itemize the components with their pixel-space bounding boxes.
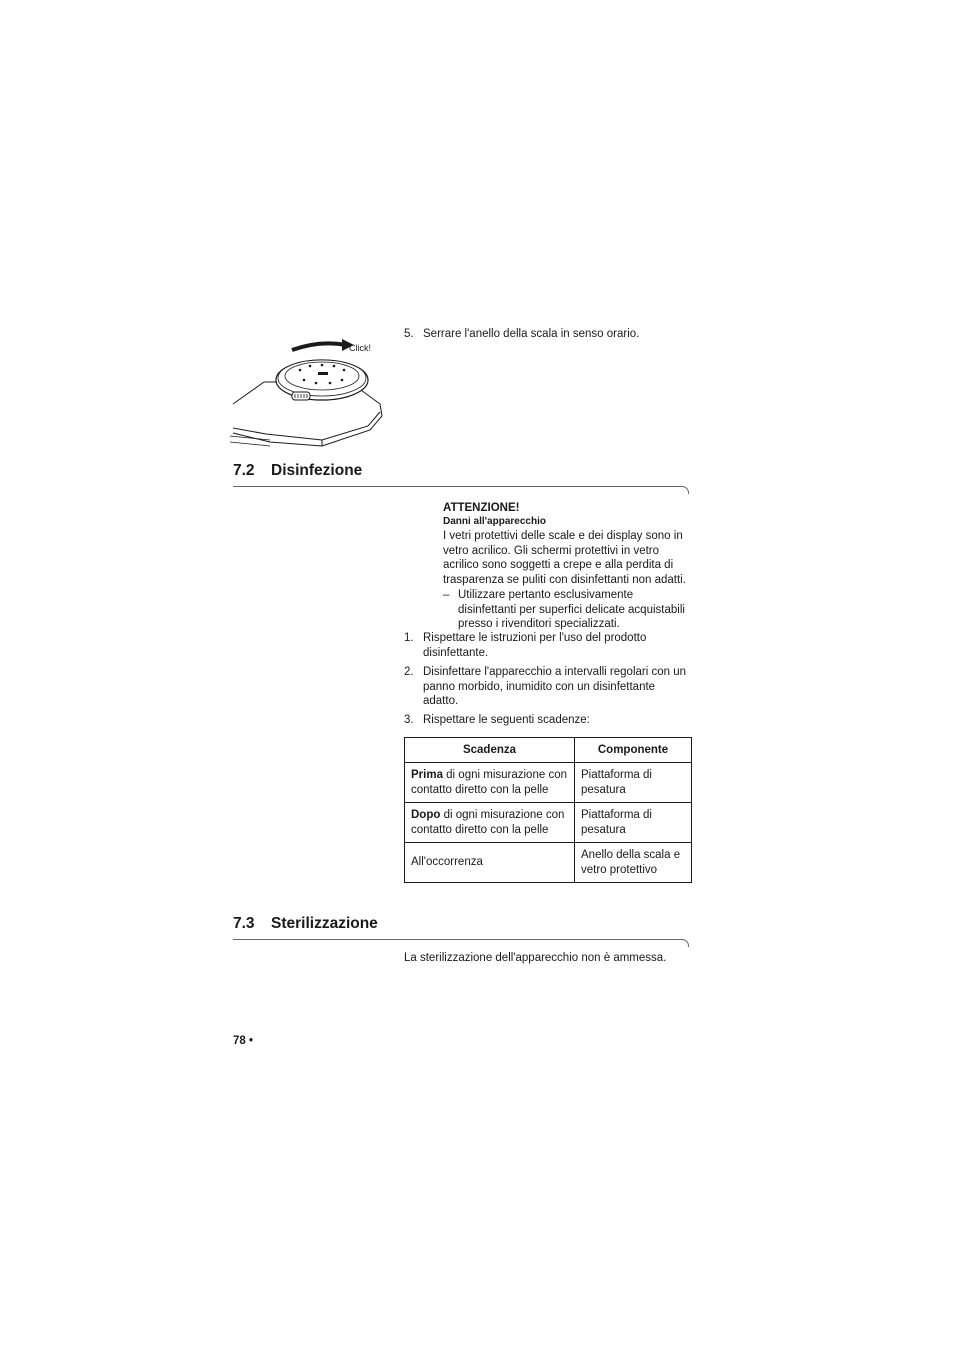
- table-row: [405, 843, 692, 883]
- bold-term: Dopo: [411, 809, 441, 821]
- page-bullet: •: [249, 1035, 254, 1047]
- page-number-value: 78: [233, 1035, 246, 1047]
- table-cell: [405, 803, 575, 843]
- warning-line: acrilico sono soggetti a crepe e alla perdita di: [443, 559, 674, 571]
- section-title: Sterilizzazione: [271, 915, 378, 932]
- scale-ring-illustration: [230, 336, 390, 451]
- table-cell: [405, 843, 575, 883]
- cell-text: Piattaforma di: [581, 769, 652, 781]
- cell-text: Piattaforma di: [581, 809, 652, 821]
- cell-text: di ogni misurazione con: [442, 769, 567, 781]
- cell-text: contatto diretto con la pelle: [411, 783, 549, 796]
- click-label: Click!: [349, 343, 371, 353]
- warning-block: [443, 501, 693, 632]
- step-text: [423, 631, 695, 660]
- warning-text: [443, 529, 693, 587]
- bullet-line: Utilizzare pertanto esclusivamente: [458, 589, 634, 601]
- dash-glyph: –: [443, 589, 450, 601]
- cell-text: pesatura: [581, 823, 626, 836]
- bullet-line: disinfettanti per superfici delicate acquistabili: [458, 603, 685, 616]
- step-text: [423, 665, 695, 709]
- table-cell: [575, 763, 692, 803]
- table-row: [405, 763, 692, 803]
- table-cell: [575, 843, 692, 883]
- section-heading-7-3: [233, 915, 378, 933]
- cell-text: di ogni misurazione con: [440, 809, 565, 821]
- section-rule: [233, 939, 683, 940]
- cell-text: contatto diretto con la pelle: [411, 823, 549, 836]
- cell-text: vetro protettivo: [581, 863, 658, 876]
- table-header: Componente: [575, 738, 692, 763]
- step-text: Serrare l'anello della scala in senso orario.: [423, 328, 640, 340]
- step-line: Disinfettare l'apparecchio a intervalli regolari con un: [423, 666, 687, 678]
- table-cell: [575, 803, 692, 843]
- warning-line: vetro acrilico. Gli schermi protettivi in vetro: [443, 544, 660, 557]
- cell-text: All'occorrenza: [411, 856, 483, 869]
- step-number: 1.: [404, 632, 414, 644]
- table-row: [405, 803, 692, 843]
- warning-title: ATTENZIONE!: [443, 502, 520, 514]
- section-title: Disinfezione: [271, 462, 363, 479]
- section-rule: [233, 486, 683, 487]
- section-number: 7.3: [233, 915, 255, 932]
- step-line: disinfettante.: [423, 646, 489, 659]
- cell-text: pesatura: [581, 783, 626, 796]
- schedule-table: [404, 737, 692, 883]
- step-number: 5.: [404, 328, 414, 340]
- section-number: 7.2: [233, 462, 255, 479]
- warning-subtitle: Danni all'apparecchio: [443, 516, 546, 527]
- step-line: panno morbido, inumidito con un disinfettante: [423, 680, 656, 693]
- step-line: adatto.: [423, 695, 459, 707]
- page-number: [233, 1035, 253, 1047]
- section-heading-7-2: [233, 462, 362, 480]
- table-header-row: [405, 738, 692, 763]
- step-number: 3.: [404, 714, 414, 726]
- step-number: 2.: [404, 666, 414, 678]
- step-line: Rispettare le istruzioni per l'uso del prodotto: [423, 632, 647, 644]
- warning-bullet: [443, 588, 693, 632]
- section-rule-corner: [681, 939, 689, 947]
- cell-text: Anello della scala e: [581, 849, 681, 861]
- bold-term: Prima: [411, 769, 443, 781]
- step-text: [423, 713, 695, 728]
- table-header: Scadenza: [405, 738, 575, 763]
- section-rule-corner: [681, 486, 689, 494]
- step-line: Rispettare le seguenti scadenze:: [423, 714, 590, 726]
- warning-line: trasparenza se puliti con disinfettanti non adatti.: [443, 573, 686, 586]
- bullet-line: presso i rivenditori specializzati.: [458, 618, 620, 630]
- table-cell: [405, 763, 575, 803]
- warning-line: I vetri protettivi delle scale e dei display sono in: [443, 530, 683, 542]
- sterilization-text: La sterilizzazione dell'apparecchio non è ammessa.: [404, 952, 667, 964]
